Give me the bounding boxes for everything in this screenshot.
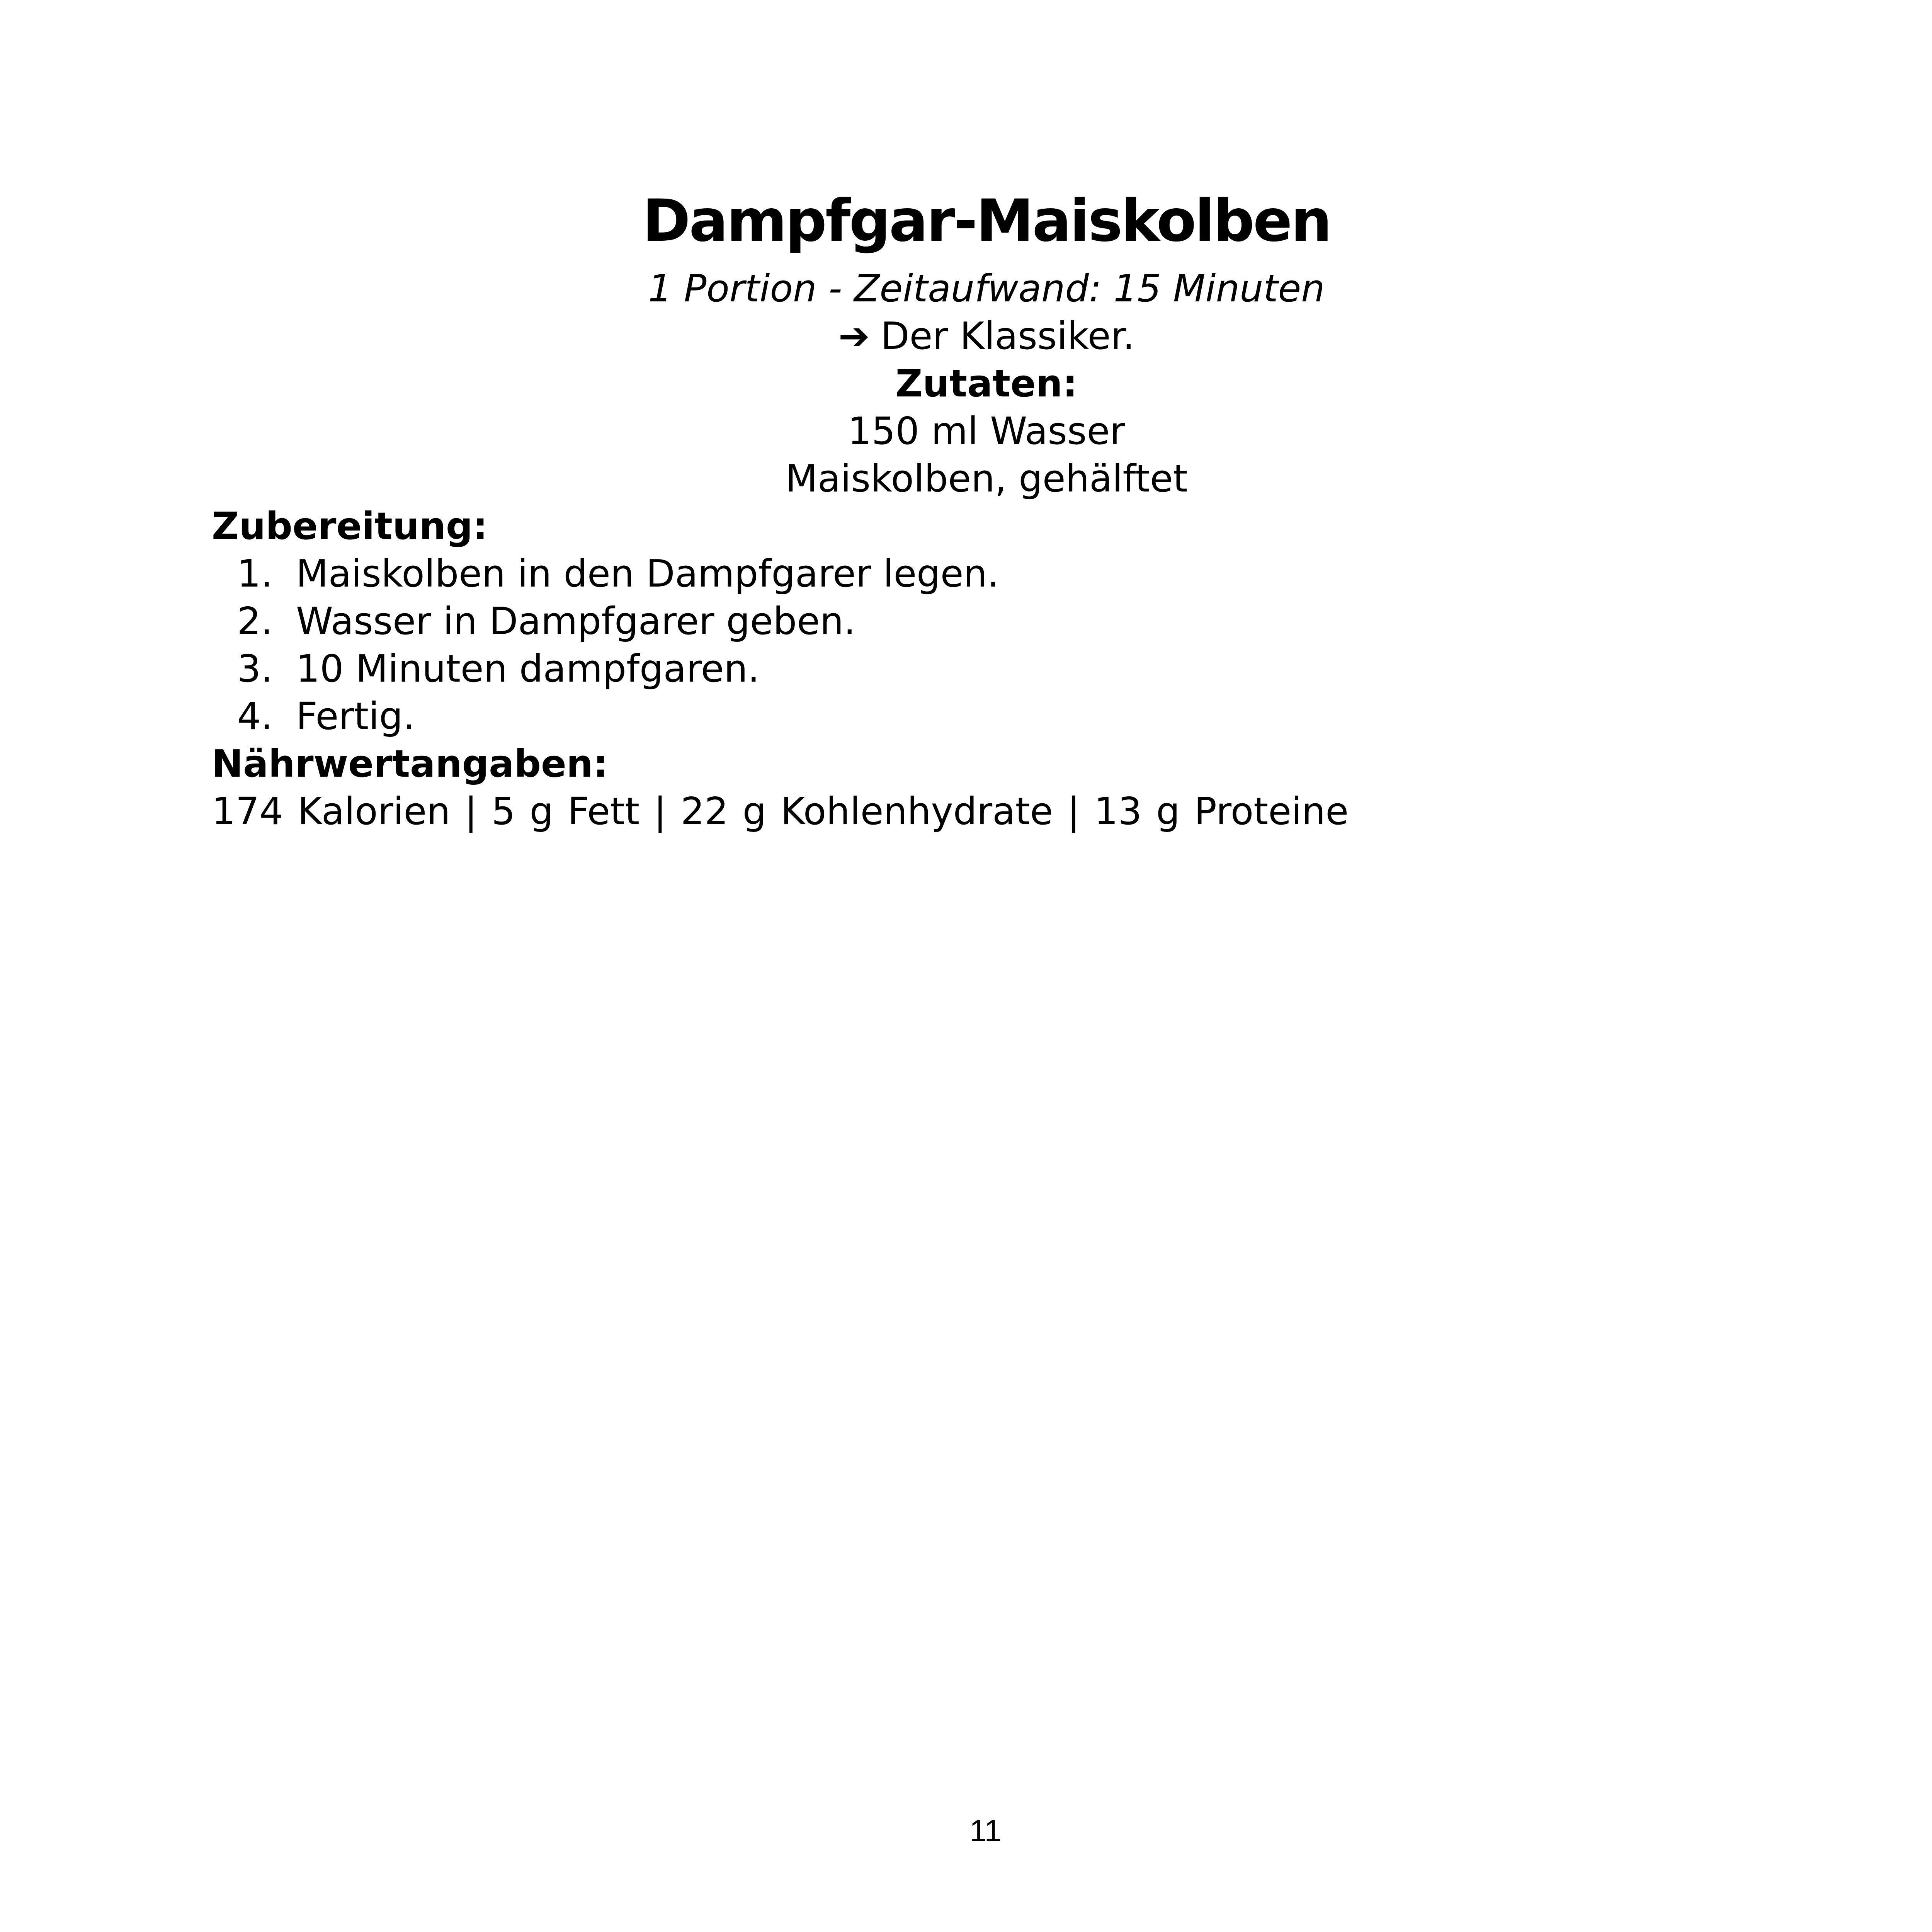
step-text: Wasser in Dampfgarer geben. (296, 599, 856, 643)
recipe-content (212, 182, 1761, 835)
step-item (212, 550, 1761, 597)
step-item (212, 692, 1761, 740)
arrow-icon: ➔ (838, 314, 870, 358)
step-item (212, 597, 1761, 645)
step-item (212, 645, 1761, 692)
ingredient-item: Maiskolben, gehälftet (785, 457, 1188, 500)
ingredients-heading: Zutaten: (895, 362, 1078, 405)
step-text: Maiskolben in den Dampfgarer legen. (296, 552, 999, 595)
nutrition-heading: Nährwertangaben: (212, 742, 608, 786)
step-number: 2. (237, 599, 273, 643)
step-number: 3. (237, 647, 273, 690)
recipe-meta: 1 Portion - Zeitaufwand: 15 Minuten (648, 267, 1325, 310)
recipe-title: Dampfgar-Maiskolben (642, 187, 1331, 255)
preparation-steps (212, 550, 1761, 740)
nutrition-values: 174 Kalorien | 5 g Fett | 22 g Kohlenhydrate | 13 g Proteine (212, 789, 1349, 833)
step-text: 10 Minuten dampfgaren. (296, 647, 760, 690)
step-text: Fertig. (296, 694, 415, 738)
ingredient-item: 150 ml Wasser (847, 409, 1126, 453)
preparation-heading: Zubereitung: (212, 504, 488, 548)
step-number: 1. (237, 552, 273, 595)
page-number: 11 (969, 1813, 1002, 1848)
step-number: 4. (237, 694, 273, 738)
recipe-note-text: Der Klassiker. (880, 314, 1135, 358)
recipe-note (212, 312, 1761, 360)
